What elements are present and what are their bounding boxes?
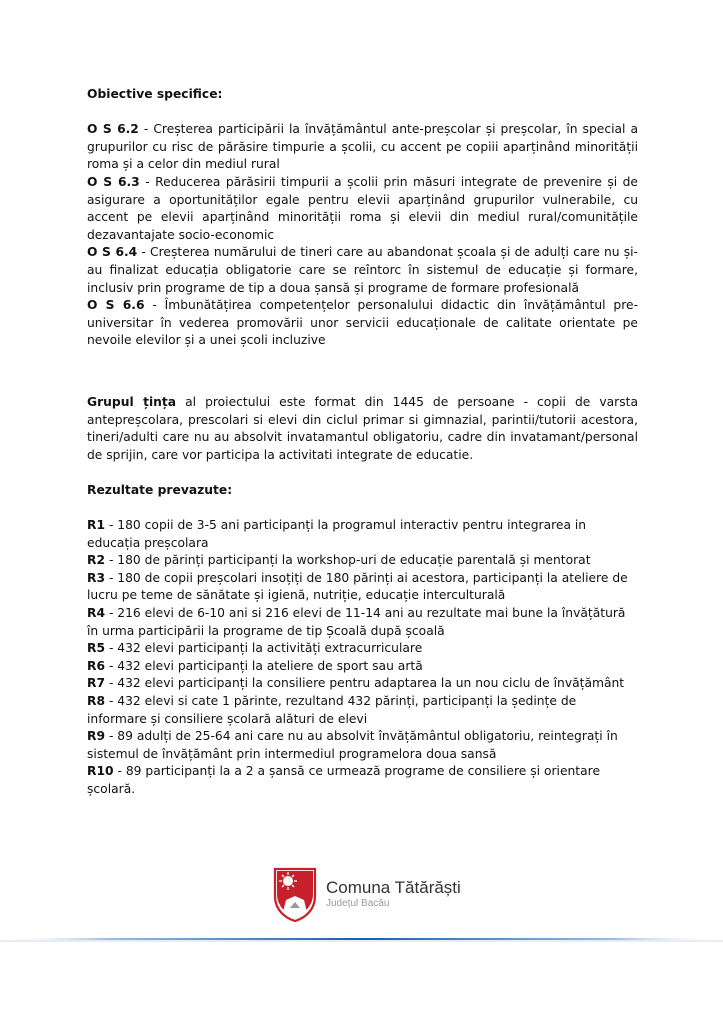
objective-code: O S 6.6 xyxy=(87,298,145,313)
result-code: R6 xyxy=(87,658,106,673)
target-group-lead: Grupul țința xyxy=(87,394,177,409)
result-text: - 180 de părinți participanți la workshop-uri de educație parentală și mentorat xyxy=(105,553,591,568)
county-name: Județul Bacău xyxy=(326,898,390,909)
objective-text: - Creșterea participării la învățământul ante-preșcolar și preșcolar, în special a grupurilor cu risc de părăsire timpurie a școlii, cu accent pe copiii aparținând minorității roma și a celor din mediul rural xyxy=(87,122,639,172)
result-item xyxy=(87,605,638,640)
logo-text xyxy=(326,878,461,910)
result-item xyxy=(87,675,638,693)
result-item xyxy=(87,552,638,570)
objective-text: - Creșterea numărului de tineri care au abandonat școala și de adulți care nu și-au finalizat educația obligatorie care se reîntorc în sistemul de educație și formare, inclusiv prin programe de tip a doua șansă și programe de formare profesională xyxy=(87,245,638,295)
result-item xyxy=(87,517,638,552)
result-text: - 216 elevi de 6-10 ani si 216 elevi de 11-14 ani au rezultate mai bune la învățătură în urma participării la programe de tip Școală după școală xyxy=(87,606,626,638)
result-text: - 180 de copii preșcolari insoțiți de 180 părinți ai acestora, participanți la ateliere de lucru pe teme de sănătate și igienă, nutriție, educație interculturală xyxy=(87,570,628,603)
commune-logo xyxy=(272,866,461,922)
target-group-paragraph xyxy=(87,394,638,464)
result-text: - 432 elevi participanți la activități extracurriculare xyxy=(105,641,423,656)
result-text: - 89 participanți la a 2 a șansă ce urmează programe de consiliere și orientare școlară. xyxy=(87,764,601,796)
objective-item xyxy=(87,121,638,174)
objective-item xyxy=(87,174,638,244)
result-item xyxy=(87,640,638,658)
result-item xyxy=(87,763,638,798)
result-item xyxy=(87,693,638,728)
results-list xyxy=(87,517,638,799)
result-code: R2 xyxy=(87,553,106,568)
result-code: R1 xyxy=(87,518,106,533)
result-item xyxy=(87,658,638,676)
commune-name: Comuna Tătărăști xyxy=(326,878,461,897)
objectives-heading: Obiective specifice: xyxy=(87,87,223,101)
result-item xyxy=(87,570,638,605)
result-code: R8 xyxy=(87,694,106,708)
objective-code: O S 6.2 xyxy=(87,122,139,137)
result-code: R5 xyxy=(87,641,106,656)
result-text: - 432 elevi participanți la consiliere pentru adaptarea la un nou ciclu de învățământ xyxy=(105,676,625,691)
objective-item xyxy=(87,297,638,350)
result-item xyxy=(87,728,638,763)
results-heading: Rezultate prevazute: xyxy=(87,482,233,497)
result-code: R10 xyxy=(87,764,114,779)
objective-text: - Reducerea părăsirii timpurii a școlii prin măsuri integrate de prevenire și de asigurare a oportunităților egale pentru elevii aparținând grupurilor vulnerabile, cu accent pe elevii aparținând minorității roma și elevii din mediul rural/comunitățile dezavantajate socio-economic xyxy=(87,174,639,242)
result-code: R7 xyxy=(87,676,106,691)
result-text: - 432 elevi si cate 1 părinte, rezultand 432 părinți, participanți la ședințe de informare și consiliere școlară alături de elevi xyxy=(87,694,577,726)
objective-code: O S 6.3 xyxy=(87,174,140,189)
result-code: R4 xyxy=(87,606,106,621)
result-text: - 432 elevi participanți la ateliere de sport sau artă xyxy=(105,658,423,673)
objective-text: - Îmbunătățirea competențelor personalului didactic din învățământul pre-universitar în vederea promovării unor servicii educaționale de calitate orientate pe nevoile elevilor și a unei școli incluzive xyxy=(87,298,639,348)
objectives-list xyxy=(87,121,638,350)
objective-code: O S 6.4 xyxy=(87,245,138,260)
result-code: R3 xyxy=(87,570,106,585)
footer-divider xyxy=(0,937,723,943)
objective-item xyxy=(87,244,638,297)
result-text: - 89 adulți de 25-64 ani care nu au absolvit învățământul obligatoriu, reintegrați în sistemul de învățământ prin intermediul programelora doua sansă xyxy=(87,729,618,761)
target-group-text: al proiectului este format din 1445 de persoane - copii de varsta antepreșcolara, prescolari si elevi din ciclul primar si gimnazial, parintii/tutorii acestora, tineri/adulti care nu au absolvit invatamantul obligatoriu, cadre din invatamant/personal de sprijin, care vor participa la activitati integrate de educatie. xyxy=(87,394,638,462)
result-code: R9 xyxy=(87,729,106,744)
document-body xyxy=(87,86,638,799)
coat-of-arms-icon xyxy=(272,866,318,922)
result-text: - 180 copii de 3-5 ani participanți la programul interactiv pentru integrarea in educația preșcolara xyxy=(87,518,587,550)
